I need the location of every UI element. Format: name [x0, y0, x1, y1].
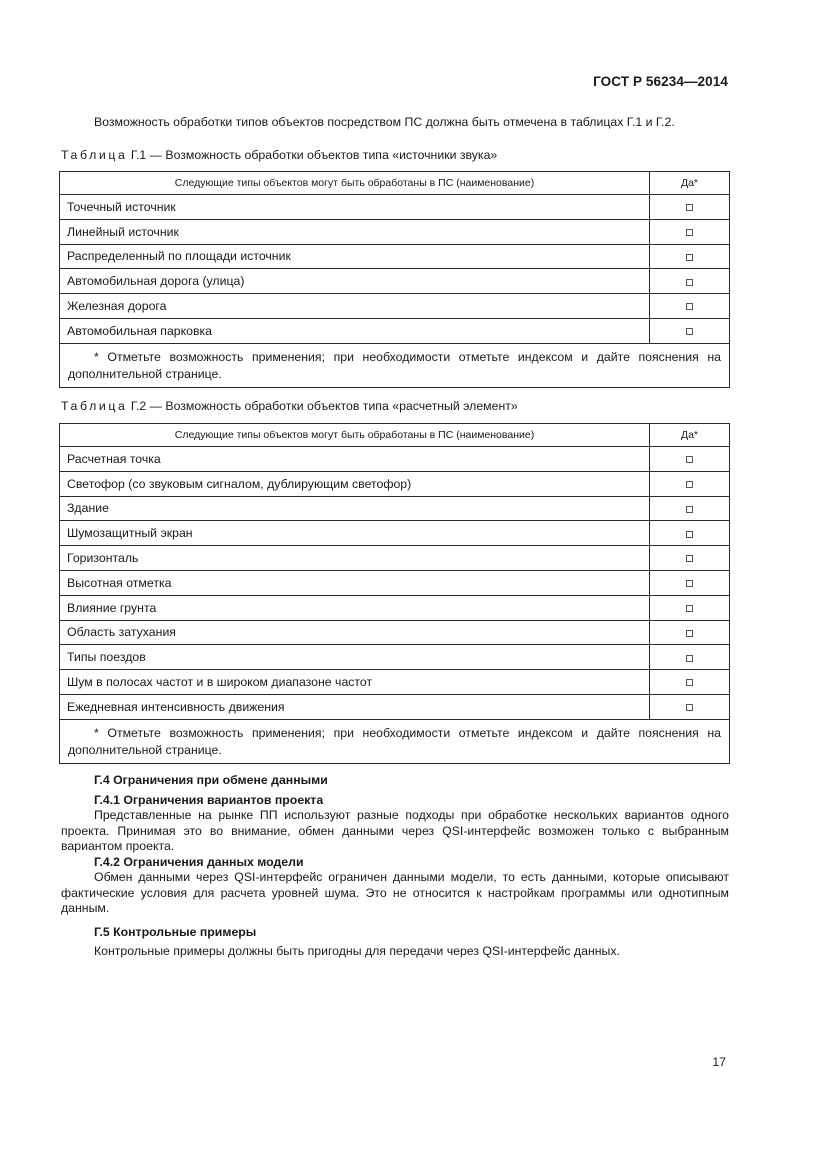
object-type-name: Железная дорога — [60, 294, 650, 319]
object-type-name: Влияние грунта — [60, 595, 650, 620]
checkbox-icon[interactable] — [686, 254, 693, 261]
table-row — [60, 546, 730, 571]
table2-yes-header: Да* — [650, 424, 730, 447]
object-type-name: Типы поездов — [60, 645, 650, 670]
section-g5-text: Контрольные примеры должны быть пригодны для передачи через QSI-интерфейс данных. — [94, 944, 620, 958]
yes-cell — [650, 447, 730, 472]
table1-caption — [61, 147, 731, 163]
checkbox-icon[interactable] — [686, 605, 693, 612]
table-row — [60, 595, 730, 620]
yes-cell — [650, 570, 730, 595]
yes-cell — [650, 195, 730, 220]
yes-cell — [650, 244, 730, 269]
checkbox-icon[interactable] — [686, 279, 693, 286]
object-type-name: Линейный источник — [60, 219, 650, 244]
table-row — [60, 521, 730, 546]
checkbox-icon[interactable] — [686, 704, 693, 711]
object-type-name: Автомобильная дорога (улица) — [60, 269, 650, 294]
section-g5-title: Г.5 Контрольные примеры — [94, 924, 257, 939]
yes-cell — [650, 219, 730, 244]
table-row — [60, 570, 730, 595]
table2-caption-text: Г.2 — Возможность обработки объектов типа «расчетный элемент» — [130, 399, 518, 413]
checkbox-icon[interactable] — [686, 555, 693, 562]
object-type-name: Шумозащитный экран — [60, 521, 650, 546]
table-row — [60, 496, 730, 521]
checkbox-icon[interactable] — [686, 481, 693, 488]
table-row — [60, 694, 730, 719]
section-g41-title: Г.4.1 Ограничения вариантов проекта — [94, 792, 324, 807]
table-row — [60, 645, 730, 670]
object-type-name: Светофор (со звуковым сигналом, дублирующим светофор) — [60, 471, 650, 496]
checkbox-icon[interactable] — [686, 506, 693, 513]
object-type-name: Точечный источник — [60, 195, 650, 220]
table1-caption-text: Г.1 — Возможность обработки объектов типа «источники звука» — [130, 148, 498, 162]
yes-cell — [650, 595, 730, 620]
table-row — [60, 447, 730, 472]
checkbox-icon[interactable] — [686, 303, 693, 310]
table2-caption — [61, 398, 731, 414]
object-type-name: Распределенный по площади источник — [60, 244, 650, 269]
checkbox-icon[interactable] — [686, 204, 693, 211]
yes-cell — [650, 496, 730, 521]
yes-cell — [650, 546, 730, 571]
object-type-name: Здание — [60, 496, 650, 521]
table2-caption-label: Таблица — [61, 399, 128, 413]
table-row — [60, 318, 730, 343]
yes-cell — [650, 294, 730, 319]
page-number: 17 — [712, 1055, 726, 1069]
checkbox-icon[interactable] — [686, 630, 693, 637]
table1-footnote: * Отметьте возможность применения; при необходимости отметьте индексом и дайте пояснения на дополнительной странице. — [60, 343, 730, 387]
table-row — [60, 620, 730, 645]
table2-col-header: Следующие типы объектов могут быть обработаны в ПС (наименование) — [60, 424, 650, 447]
yes-cell — [650, 269, 730, 294]
table-row — [60, 244, 730, 269]
intro-paragraph: Возможность обработки типов объектов посредством ПС должна быть отмечена в таблицах Г.1 и Г.2. — [94, 115, 675, 129]
object-type-name: Область затухания — [60, 620, 650, 645]
checkbox-icon[interactable] — [686, 531, 693, 538]
table1-caption-label: Таблица — [61, 148, 128, 162]
object-type-name: Расчетная точка — [60, 447, 650, 472]
table-row — [60, 269, 730, 294]
object-type-name: Горизонталь — [60, 546, 650, 571]
object-type-name: Ежедневная интенсивность движения — [60, 694, 650, 719]
yes-cell — [650, 620, 730, 645]
table-row — [60, 471, 730, 496]
table2-footnote: * Отметьте возможность применения; при необходимости отметьте индексом и дайте пояснения на дополнительной странице. — [60, 719, 730, 763]
checkbox-icon[interactable] — [686, 456, 693, 463]
table-row — [60, 219, 730, 244]
table-row — [60, 294, 730, 319]
checkbox-icon[interactable] — [686, 328, 693, 335]
checkbox-icon[interactable] — [686, 655, 693, 662]
checkbox-icon[interactable] — [686, 580, 693, 587]
object-type-name: Автомобильная парковка — [60, 318, 650, 343]
section-g42-title: Г.4.2 Ограничения данных модели — [94, 854, 304, 869]
yes-cell — [650, 318, 730, 343]
checkbox-icon[interactable] — [686, 679, 693, 686]
document-code: ГОСТ Р 56234—2014 — [593, 74, 728, 89]
section-g41-text: Представленные на рынке ПП используют разные подходы при обработке нескольких вариантов одного проекта. Принимая это во внимание, обмен данными через QSI-интерфейс возможен только с выбранным вариантом проекта. — [61, 808, 729, 853]
object-type-name: Шум в полосах частот и в широком диапазоне частот — [60, 670, 650, 695]
checkbox-icon[interactable] — [686, 229, 693, 236]
yes-cell — [650, 521, 730, 546]
section-g4-title: Г.4 Ограничения при обмене данными — [94, 773, 328, 787]
section-g4 — [61, 773, 729, 960]
table-row — [60, 670, 730, 695]
yes-cell — [650, 670, 730, 695]
object-type-name: Высотная отметка — [60, 570, 650, 595]
yes-cell — [650, 645, 730, 670]
table1-col-header: Следующие типы объектов могут быть обработаны в ПС (наименование) — [60, 172, 650, 195]
table-row — [60, 195, 730, 220]
table1-yes-header: Да* — [650, 172, 730, 195]
table2 — [59, 423, 730, 764]
yes-cell — [650, 694, 730, 719]
table1 — [59, 171, 730, 388]
section-g42-text: Обмен данными через QSI-интерфейс ограничен данными модели, то есть данными, которые описывают фактические условия для расчета уровней шума. Это не относится к настройкам программы или однотипным данным. — [61, 870, 729, 915]
yes-cell — [650, 471, 730, 496]
